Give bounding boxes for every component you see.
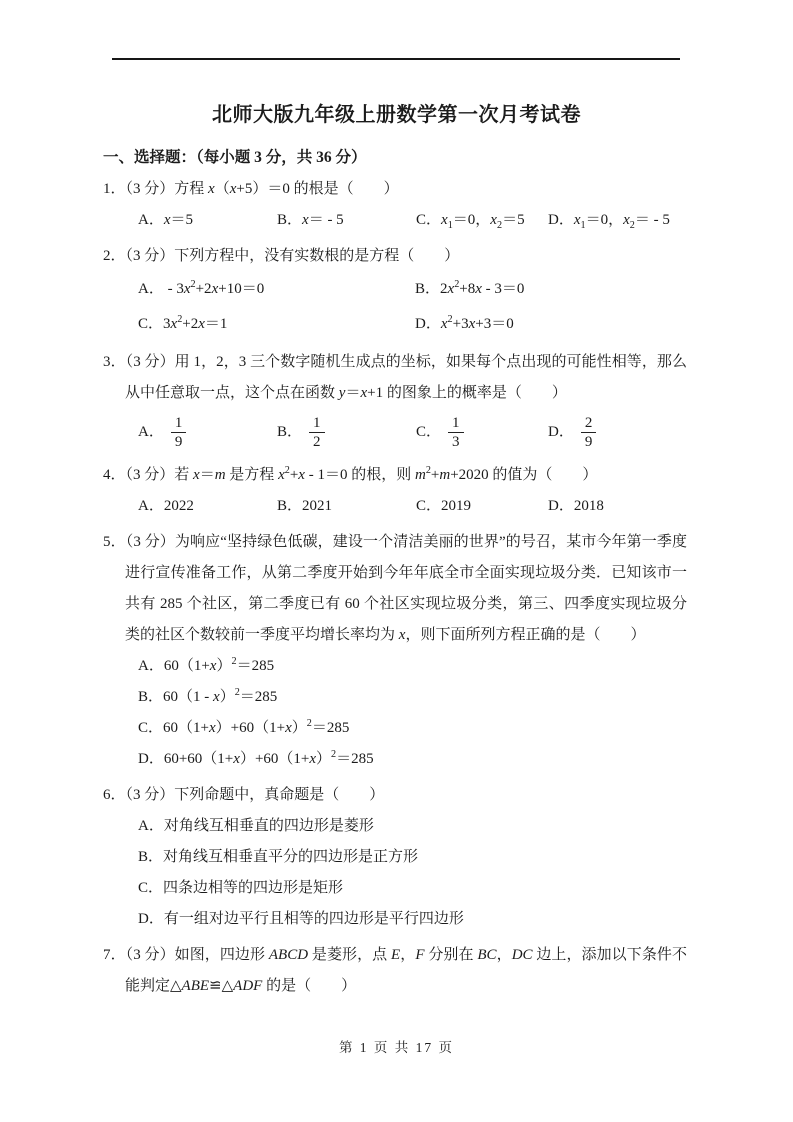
fraction-denominator: 2 [313,433,321,450]
option-b: B．2021 [277,498,333,514]
option-b: B．$2x^2+8x - 3=0$ [415,279,525,297]
page-title: 北师大版九年级上册数学第一次月考试卷 [212,104,581,126]
option-a: A．$60(1+x)^2=285$ [138,656,275,674]
option-c: C．四条边相等的四边形是矩形 [138,880,344,896]
option-b: B．对角线互相垂直平分的四边形是正方形 [138,849,419,865]
fraction-denominator: 9 [584,433,593,450]
option-b: B．60（1 - x）$^2$＝285 [138,687,278,705]
question-6-options [103,811,687,935]
option-b [277,414,416,451]
question-6 [103,780,687,935]
fraction-denominator: 9 [174,433,183,450]
option-a: A． - $3x^2+2x+10=0$ [138,279,265,297]
option-c: C．$x_1=0$，$x_2=5$ [416,212,525,231]
questions-list [103,174,687,1002]
option-d: D．$x_1=0$，$x_2= - 5$ [548,212,670,231]
fraction-numerator: 1 [309,414,325,433]
fraction [581,414,597,451]
fraction-numerator: 1 [171,414,187,433]
question-2-options [103,272,687,342]
option-label: D． [548,423,574,440]
question-3 [103,347,687,455]
question-4-options [103,491,687,522]
question-4 [103,460,687,522]
option-d [548,414,687,451]
section-heading: 一、选择题：（每小题 3 分，共 36 分） [103,149,367,166]
question-7 [103,940,687,1002]
option-c: C．2019 [416,498,472,514]
option-a: A．对角线互相垂直的四边形是菱形 [138,818,374,834]
question-2 [103,241,687,342]
fraction [171,414,187,451]
question-1-options [103,205,687,236]
question-4-stem: 4．（3 分）若 x＝m 是方程 $x^2+x - 1=0$ 的根，则 $m^2+m+2020$ 的值为（ ） [103,465,598,483]
question-5-options [103,651,687,775]
fraction [309,414,325,451]
option-label: A． [138,423,164,440]
footer-page-number: 第 1 页 共 17 页 [338,1040,455,1055]
question-3-stem: 3．（3 分）用 1，2，3 三个数字随机生成点的坐标，如果每个点出现的可能性相等，那么从中任意取一点，这个点在函数 y＝x+1 的图象上的概率是（ ） [103,354,687,401]
option-c: C．$60(1+x)+60(1+x)^2=285$ [138,718,350,736]
question-1-stem: 1．（3 分）方程 x（x+5）＝0 的根是（ ） [103,181,399,197]
fraction-denominator: 3 [452,433,460,450]
question-5 [103,527,687,775]
option-d: D．2018 [548,498,604,514]
option-label: B． [277,423,303,440]
option-d: D．有一组对边平行且相等的四边形是平行四边形 [138,911,464,927]
question-2-stem: 2．（3 分）下列方程中，没有实数根的是方程（ ） [103,248,460,264]
option-a: A．x＝5 [138,212,194,228]
option-c [416,414,548,451]
fraction [448,414,464,451]
question-3-options [103,409,687,455]
header-rule [112,58,680,60]
option-label: C． [416,423,442,440]
option-c: C．$3x^2+2x=1$ [138,314,228,332]
fraction-numerator: 1 [448,414,464,433]
question-1 [103,174,687,236]
question-6-stem: 6．（3 分）下列命题中，真命题是（ ） [103,787,385,803]
question-5-stem: 5．（3 分）为响应“坚持绿色低碳，建设一个清洁美丽的世界”的号召，某市今年第一季度进行宣传准备工作，从第二季度开始到今年年底全市全面实现垃圾分类．已知该市一共有 285 个社区，第二季度已有 60 个社区实现垃圾分类，第三、四季度实现垃圾分类的社区个数较前一季度平均增长率均为 x，则下面所列方程正确的是（ ） [103,534,687,643]
option-d: D．$x^2+3x+3=0$ [415,314,514,332]
question-7-stem: 7．（3 分）如图，四边形 ABCD 是菱形，点 E，F 分别在 BC，DC 边上，添加以下条件不能判定△ABE≌△ADF 的是（ ） [103,947,687,994]
option-a [138,414,277,451]
option-a: A．2022 [138,498,194,514]
option-d: D．$60+60(1+x)+60(1+x)^2=285$ [138,749,374,767]
fraction-numerator: 2 [581,414,597,433]
option-b: B．x＝ - 5 [277,212,344,228]
